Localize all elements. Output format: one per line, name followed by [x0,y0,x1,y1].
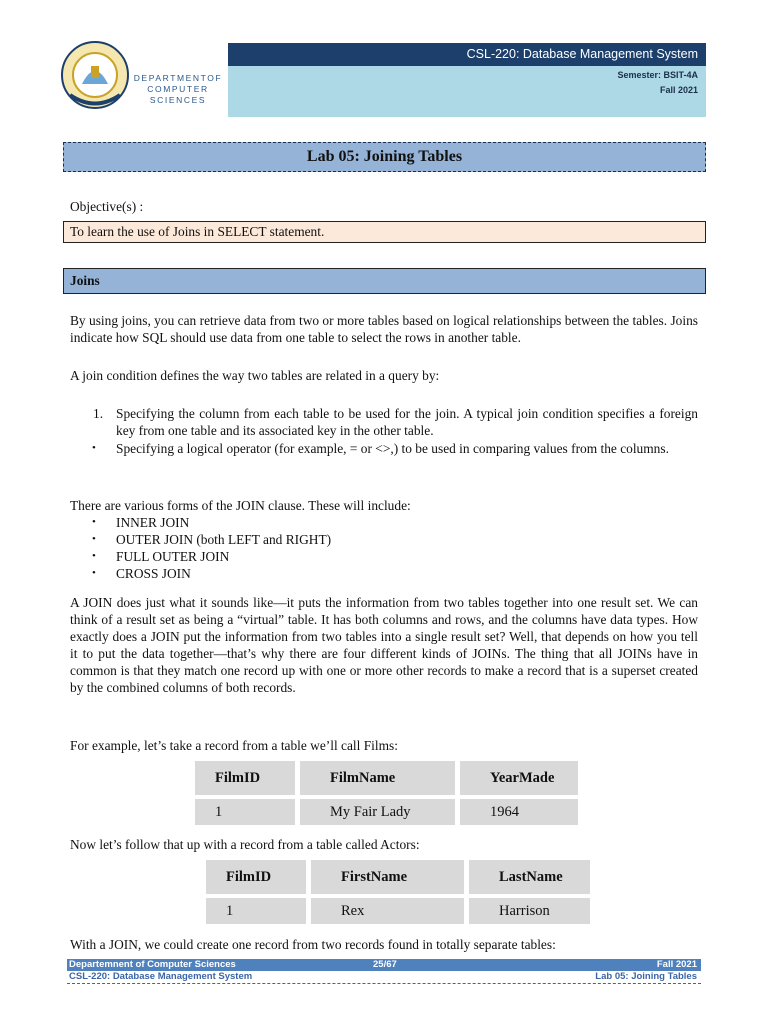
paragraph-join-condition: A join condition defines the way two tables are related in a query by: [70,368,440,383]
paragraph-intro: By using joins, you can retrieve data from two or more tables based on logical relationships between the tables. Joins indicate how SQL should use data from one table to select the rows in another table. [70,313,698,345]
footer-course-line [67,971,701,984]
footer-page-number: 25/67 [373,959,397,970]
actors-header-lastname: LastName [469,860,590,894]
paragraph-join-explanation: A JOIN does just what it sounds like—it puts the information from two tables together into one result set. We can think of a result set as being a “virtual” table. It has both columns and rows, and the columns have data types. How exactly does a JOIN put the information from two tables into a single result set? Well, that depends on how you tell it to put the data together—that’s why there are four different kinds of JOINs. The thing that all JOINs have in common is that they match one record up with one or more other records to make a record that is a superset created by the combined columns of both records. [70,595,698,695]
department-line-3: SCIENCES [149,95,207,105]
bullet-icon: • [92,533,96,545]
actors-header-filmid: FilmID [206,860,306,894]
course-title: CSL-220: Database Management System [228,43,706,66]
objective-box: To learn the use of Joins in SELECT statement. [63,221,706,243]
lab-title: Lab 05: Joining Tables [63,142,706,172]
films-cell-yearmade: 1964 [460,799,578,825]
footer-department: Departemnent of Computer Sciences [69,959,236,970]
films-header-filmid: FilmID [195,761,295,795]
bullet-icon: • [92,550,96,562]
footer-bar [67,959,701,971]
join-type-item: OUTER JOIN (both LEFT and RIGHT) [116,532,332,547]
footer-term: Fall 2021 [656,959,697,970]
term-label: Fall 2021 [659,85,698,95]
actors-cell-lastname: Harrison [469,898,590,924]
footer-lab-title: Lab 05: Joining Tables [595,971,697,982]
actors-cell-filmid: 1 [206,898,306,924]
films-header-filmname: FilmName [300,761,455,795]
films-cell-filmname: My Fair Lady [300,799,455,825]
join-type-item: CROSS JOIN [116,566,191,581]
bullet-icon: • [92,516,96,528]
department-line-2: COMPUTER [147,84,209,94]
bullet-icon: • [92,567,96,579]
university-seal-logo [60,40,130,110]
join-type-item: INNER JOIN [116,515,190,530]
section-heading-joins: Joins [63,268,706,294]
paragraph-films-example: For example, let’s take a record from a table we’ll call Films: [70,738,398,753]
objective-label: Objective(s) : [70,199,144,214]
actors-header-firstname: FirstName [311,860,464,894]
films-cell-filmid: 1 [195,799,295,825]
semester-label: Semester: BSIT-4A [617,70,698,80]
department-name [132,73,224,106]
department-line-1: DEPARTMENTOF [133,73,223,83]
footer-course: CSL-220: Database Management System [69,971,253,982]
list-marker-2: • [92,442,96,454]
films-header-yearmade: YearMade [460,761,578,795]
actors-cell-firstname: Rex [311,898,464,924]
paragraph-actors-example: Now let’s follow that up with a record from a table called Actors: [70,837,420,852]
paragraph-join-forms: There are various forms of the JOIN clause. These will include: [70,498,411,513]
paragraph-join-result: With a JOIN, we could create one record from two records found in totally separate tables: [70,937,556,952]
list-marker-1: 1. [93,406,104,421]
condition-item-2: Specifying a logical operator (for example, = or <>,) to be used in comparing values from the columns. [116,441,669,456]
condition-item-1: Specifying the column from each table to be used for the join. A typical join condition specifies a foreign key from one table and its associated key in the other table. [116,406,698,438]
join-type-item: FULL OUTER JOIN [116,549,230,564]
